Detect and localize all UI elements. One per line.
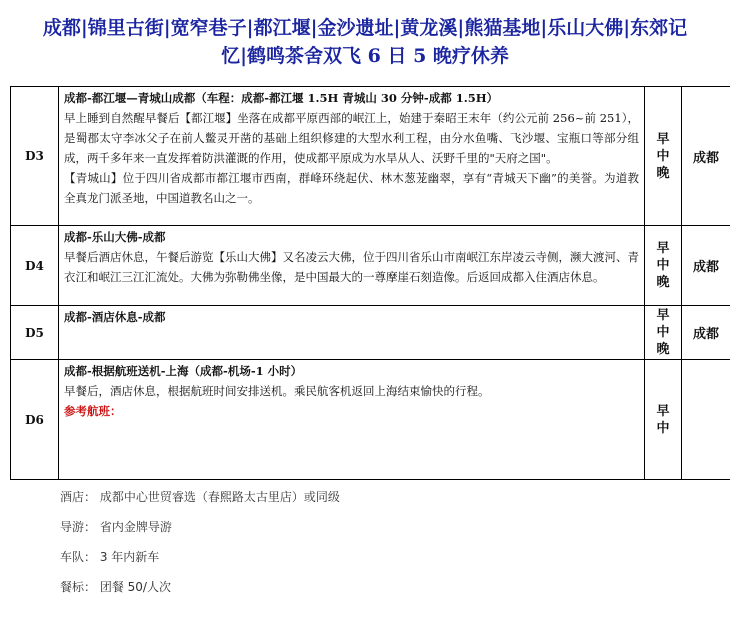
hotel-info: 酒店： 成都中心世贸睿选（春熙路太古里店）或同级 (60, 490, 340, 504)
route-title: 成都-乐山大佛-成都 (64, 230, 166, 244)
itinerary-row-d4 (11, 226, 730, 306)
itinerary-row-d6 (11, 360, 730, 480)
meal-breakfast: 早 (656, 131, 670, 147)
description-paragraph: 早上睡到自然醒早餐后【都江堰】坐落在成都平原西部的岷江上，始建于秦昭王末年（约公元前 256~前 251），是蜀郡太守李冰父子在前人鳖灵开凿的基础上组织修建的大型水利工程，由分水鱼嘴、飞沙堰、宝瓶口等部分组成，两千多年来一直发挥着防洪灌溉的作用，使成都平原成为水旱从人、沃野千里的"天府之国"。 (64, 111, 639, 165)
title-line-2: 忆|鹤鸣茶舍双飞 6 日 5 晚疗休养 (221, 45, 509, 67)
meal-lunch: 中 (656, 420, 670, 436)
city-cell: 成都 (682, 87, 730, 226)
meal-dinner: 晚 (656, 275, 670, 290)
meal-lunch: 中 (656, 258, 670, 273)
day-label: D6 (11, 360, 59, 480)
meals-cell (645, 226, 682, 306)
day-content (59, 226, 645, 306)
city-cell (682, 360, 730, 480)
meal-standard-info: 餐标： 团餐 50/人次 (60, 580, 171, 594)
itinerary-row-d3 (11, 87, 730, 226)
meal-breakfast: 早 (656, 308, 670, 323)
route-title: 成都-酒店休息-成都 (64, 310, 166, 324)
route-title: 成都-根据航班送机-上海（成都-机场-1 小时） (64, 364, 303, 378)
description-paragraph: 早餐后，酒店休息，根据航班时间安排送机。乘民航客机返回上海结束愉快的行程。 (64, 384, 490, 398)
meal-dinner: 晚 (656, 165, 670, 181)
day-label: D3 (11, 87, 59, 226)
description-paragraph: 早餐后酒店休息，午餐后游览【乐山大佛】又名凌云大佛，位于四川省乐山市南岷江东岸凌云寺侧，濒大渡河、青衣江和岷江三江汇流处。大佛为弥勒佛坐像，是中国最大的一尊摩崖石刻造像。后返回成都入住酒店休息。 (64, 250, 639, 284)
day-content (59, 306, 645, 360)
day-label: D4 (11, 226, 59, 306)
meals-cell (645, 87, 682, 226)
meal-breakfast: 早 (656, 403, 670, 419)
city-cell: 成都 (682, 306, 730, 360)
itinerary-table (10, 86, 730, 480)
description-paragraph: 【青城山】位于四川省成都市都江堰市西南，群峰环绕起伏、林木葱茏幽翠，享有“青城天下幽”的美誉。为道教全真龙门派圣地，中国道教名山之一。 (64, 171, 639, 205)
route-title: 成都-都江堰—青城山成都（车程：成都-都江堰 1.5H 青城山 30 分钟-成都 1.5H） (64, 91, 499, 105)
meal-dinner: 晚 (656, 342, 670, 357)
day-content (59, 360, 645, 480)
meal-breakfast: 早 (656, 241, 670, 256)
meals-cell (645, 360, 682, 480)
itinerary-row-d5 (11, 306, 730, 360)
title-line-1: 成都|锦里古街|宽窄巷子|都江堰|金沙遗址|黄龙溪|熊猫基地|乐山大佛|东郊记 (42, 17, 688, 39)
day-label: D5 (11, 306, 59, 360)
fleet-info: 车队： 3 年内新车 (60, 550, 160, 564)
meal-lunch: 中 (656, 148, 670, 164)
page-title (0, 14, 730, 70)
meal-lunch: 中 (656, 325, 670, 340)
day-content (59, 87, 645, 226)
meals-cell (645, 306, 682, 360)
reference-flight-label: 参考航班： (64, 404, 122, 418)
guide-info: 导游： 省内金牌导游 (60, 520, 172, 534)
city-cell: 成都 (682, 226, 730, 306)
